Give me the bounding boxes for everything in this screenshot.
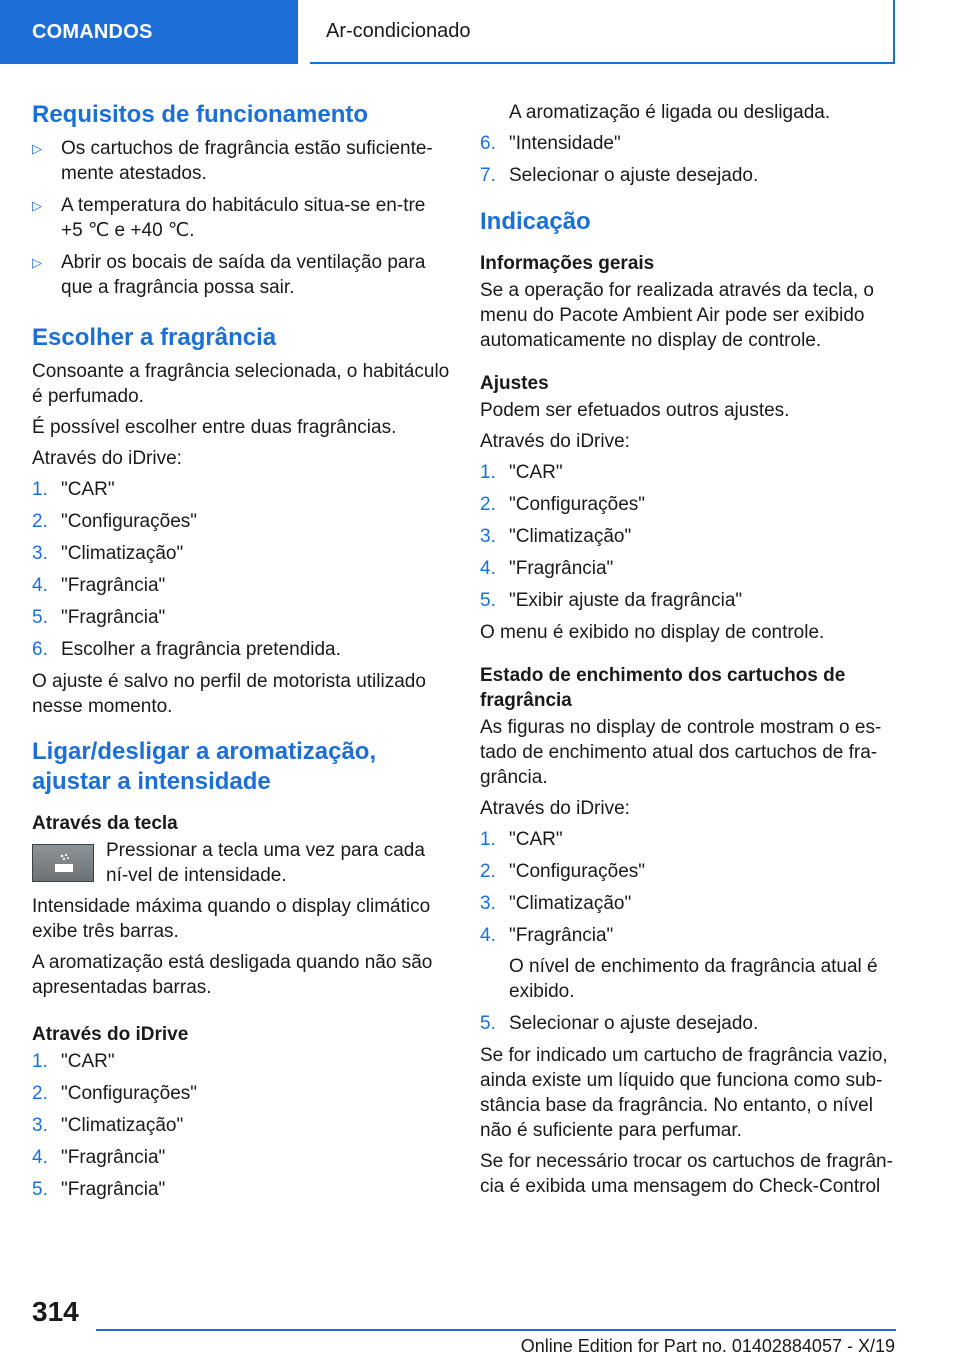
step-item — [480, 524, 900, 549]
step-item — [32, 605, 450, 630]
step-item — [480, 1011, 900, 1036]
right-column — [480, 100, 900, 1205]
requirements-list — [32, 136, 450, 300]
step-text: "Fragrância" — [509, 558, 614, 579]
step-item — [32, 1113, 450, 1138]
general-info-subheading: Informações gerais — [480, 253, 655, 274]
step-number: 2. — [32, 1083, 48, 1104]
step-item — [480, 131, 900, 156]
step-text: "Climatização" — [61, 1115, 184, 1136]
step-number: 1. — [480, 829, 496, 850]
step-item — [32, 1049, 450, 1074]
paragraph: Se a operação for realizada através da tecla, o menu do Pacote Ambient Air pode ser exibido automaticamente no display de controle. — [480, 280, 874, 351]
step-text: Selecionar o ajuste desejado. — [509, 1013, 759, 1034]
fill-level-subheading: Estado de enchimento dos cartuchos de fragrância — [480, 665, 846, 711]
choose-fragrance-heading: Escolher a fragrância — [32, 324, 277, 351]
continued-text: A aromatização é ligada ou desligada. — [509, 102, 831, 123]
indication-heading: Indicação — [480, 208, 591, 235]
footer-divider — [96, 1329, 896, 1331]
step-number: 3. — [32, 1115, 48, 1136]
paragraph: A aromatização está desligada quando não são apresentadas barras. — [32, 952, 433, 998]
step-number: 2. — [480, 494, 496, 515]
page-number: 314 — [32, 1296, 79, 1327]
step-number: 5. — [32, 1179, 48, 1200]
step-text: "Fragrância" — [61, 575, 166, 596]
step-text: "Exibir ajuste da fragrância" — [509, 590, 743, 611]
step-item — [32, 509, 450, 534]
step-number: 6. — [480, 133, 496, 154]
step-text: "Configurações" — [61, 1083, 198, 1104]
key-subheading: Através da tecla — [32, 813, 178, 834]
chapter-title: Ar-condicionado — [310, 0, 895, 64]
step-number: 2. — [32, 511, 48, 532]
step-text: "Configurações" — [509, 861, 646, 882]
paragraph: O menu é exibido no display de controle. — [480, 622, 825, 643]
step-text: "Configurações" — [61, 511, 198, 532]
triangle-right-icon: ▷ — [32, 198, 42, 213]
step-item — [32, 541, 450, 566]
step-text: "CAR" — [61, 1051, 115, 1072]
step-number: 4. — [480, 558, 496, 579]
step-item — [32, 1145, 450, 1170]
step-number: 4. — [480, 925, 496, 946]
step-number: 3. — [32, 543, 48, 564]
idrive-subheading: Através do iDrive — [32, 1024, 189, 1045]
fragrance-button-icon — [32, 844, 94, 882]
step-number: 5. — [480, 1013, 496, 1034]
continued-steps-list — [480, 131, 900, 188]
step-text: "Climatização" — [509, 893, 632, 914]
step-number: 1. — [32, 1051, 48, 1072]
settings-steps-list — [480, 460, 900, 613]
step-item — [480, 556, 900, 581]
step-item — [480, 492, 900, 517]
step-text: Selecionar o ajuste desejado. — [509, 165, 759, 186]
idrive-steps-list — [32, 1049, 450, 1202]
list-item: ▷ A temperatura do habitáculo situa-se en‐tre +5 ℃ e +40 ℃. — [32, 195, 426, 241]
step-number: 1. — [480, 462, 496, 483]
step-text: "Fragrância" — [509, 925, 614, 946]
step-text: "CAR" — [509, 829, 563, 850]
step-note: O nível de enchimento da fragrância atual é exibido. — [509, 956, 878, 1002]
edition-footer: Online Edition for Part no. 01402884057 - X/19 — [520, 1336, 895, 1356]
list-item: ▷ Os cartuchos de fragrância estão suficiente‐mente atestados. — [32, 138, 433, 184]
step-text: Escolher a fragrância pretendida. — [61, 639, 341, 660]
requirements-heading: Requisitos de funcionamento — [32, 101, 369, 128]
step-item — [480, 859, 900, 884]
section-tab: COMANDOS — [0, 0, 298, 64]
paragraph: Podem ser efetuados outros ajustes. — [480, 400, 790, 421]
step-text: "Climatização" — [61, 543, 184, 564]
step-text: "Fragrância" — [61, 1147, 166, 1168]
step-number: 7. — [480, 165, 496, 186]
paragraph: Se for necessário trocar os cartuchos de fragrân‐cia é exibida uma mensagem do Check-Control — [480, 1151, 893, 1197]
list-item: ▷ Abrir os bocais de saída da ventilação para que a fragrância possa sair. — [32, 252, 426, 298]
step-item — [32, 477, 450, 502]
paragraph: Intensidade máxima quando o display climático exibe três barras. — [32, 896, 431, 942]
step-text: "Fragrância" — [61, 607, 166, 628]
step-item — [32, 1177, 450, 1202]
step-text: "Fragrância" — [61, 1179, 166, 1200]
step-number: 5. — [32, 607, 48, 628]
step-item — [480, 163, 900, 188]
triangle-right-icon: ▷ — [32, 141, 42, 156]
triangle-right-icon: ▷ — [32, 255, 42, 270]
step-number: 5. — [480, 590, 496, 611]
step-number: 2. — [480, 861, 496, 882]
step-item — [480, 460, 900, 485]
paragraph: O ajuste é salvo no perfil de motorista utilizado nesse momento. — [32, 671, 426, 717]
left-column — [32, 100, 450, 1209]
step-item — [480, 923, 900, 1004]
step-item — [32, 1081, 450, 1106]
step-text: "Configurações" — [509, 494, 646, 515]
paragraph: Através do iDrive: — [480, 431, 630, 452]
step-number: 1. — [32, 479, 48, 500]
step-number: 3. — [480, 526, 496, 547]
paragraph: Se for indicado um cartucho de fragrância vazio, ainda existe um líquido que funciona como sub‐stância base da fragrância. No entanto, o nível não é suficiente para perfumar. — [480, 1045, 888, 1141]
choose-steps-list — [32, 477, 450, 662]
step-number: 3. — [480, 893, 496, 914]
onoff-heading: Ligar/desligar a aromatização, ajustar a intensidade — [32, 738, 377, 795]
paragraph: Através do iDrive: — [480, 798, 630, 819]
step-number: 4. — [32, 1147, 48, 1168]
step-number: 6. — [32, 639, 48, 660]
step-text: "CAR" — [61, 479, 115, 500]
step-number: 4. — [32, 575, 48, 596]
key-text: Pressionar a tecla uma vez para cada ní‐vel de intensidade. — [106, 840, 425, 886]
step-text: "Climatização" — [509, 526, 632, 547]
step-item — [480, 588, 900, 613]
step-item — [32, 573, 450, 598]
settings-subheading: Ajustes — [480, 373, 549, 394]
key-instruction — [32, 838, 450, 888]
fill-steps-list — [480, 827, 900, 1036]
paragraph: Através do iDrive: — [32, 448, 182, 469]
step-text: "Intensidade" — [509, 133, 621, 154]
paragraph: As figuras no display de controle mostram o es‐tado de enchimento atual dos cartuchos de fra‐grância. — [480, 717, 882, 788]
step-item — [480, 891, 900, 916]
step-item — [32, 637, 450, 662]
step-item — [480, 827, 900, 852]
step-text: "CAR" — [509, 462, 563, 483]
paragraph: É possível escolher entre duas fragrâncias. — [32, 417, 397, 438]
paragraph: Consoante a fragrância selecionada, o habitáculo é perfumado. — [32, 361, 450, 407]
